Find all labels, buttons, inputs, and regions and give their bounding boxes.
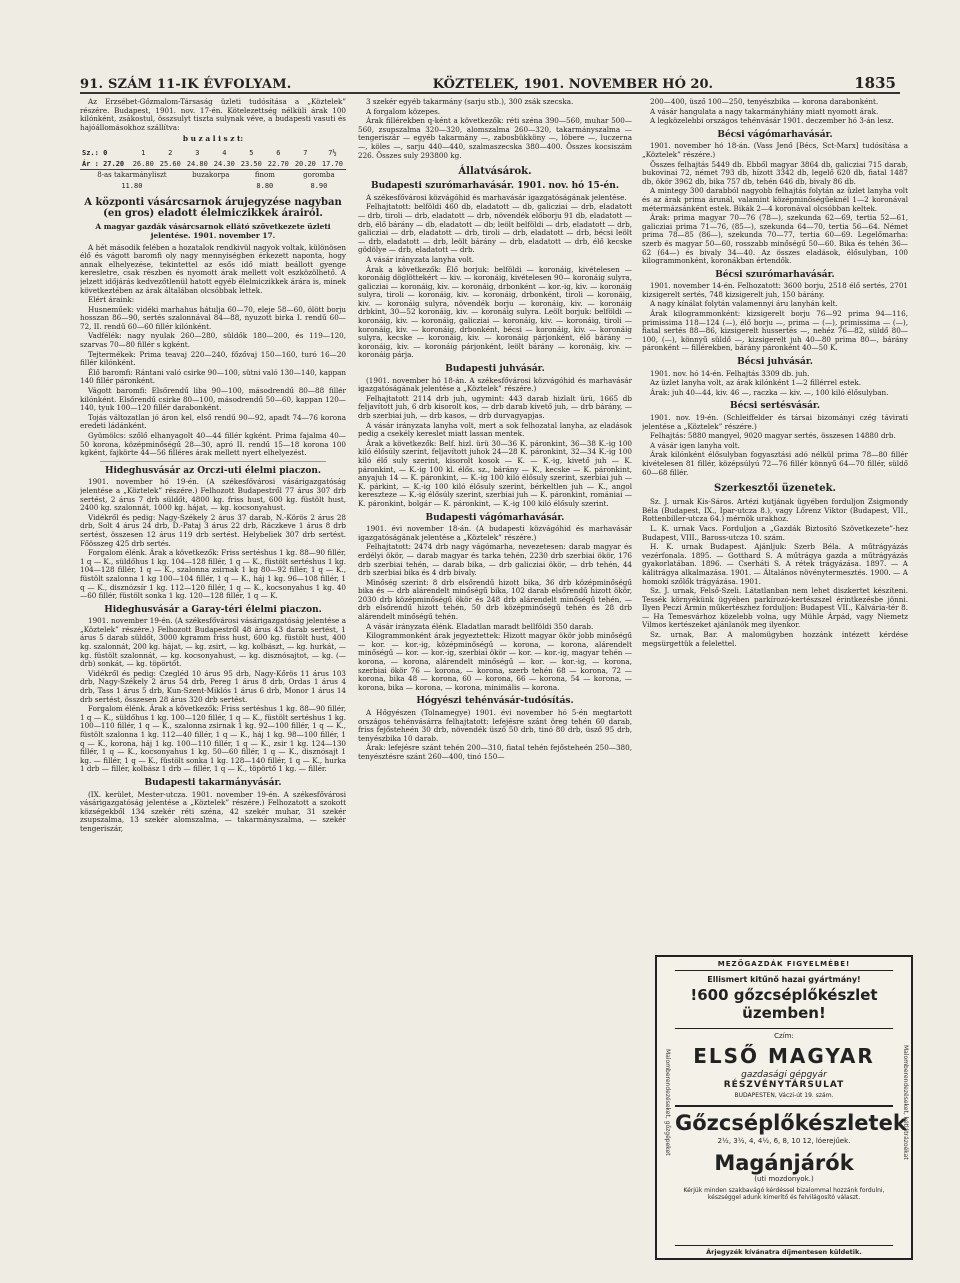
ad-line: Kérjük minden szakbavágó kérdéssel bizalommal hozzánk fordulni, készséggel adunk kimerítő és felvilágosító választ. (683, 1187, 885, 1201)
table-cell: 7 (303, 148, 308, 157)
section-heading: Bécsi sertésvásár. (730, 401, 820, 412)
ad-line: 2½, 3½, 4, 4½, 6, 8, 10 12, lóerejűek. (717, 1137, 851, 1145)
section-heading: Budapesti takarmányvásár. (144, 777, 282, 788)
paragraph: A vásár irányzata lanyha volt, mert a sok felhozatal lanyha, az eladások pedig a csekély kereslet miatt lassan mentek. (358, 420, 632, 439)
paragraph: 1901. nov. 19-én. (Schleiffelder és társai bizományi czég távirati jelentése a „Köztelek” részére.) (642, 413, 908, 431)
table-cell: Sz.: 0 (82, 148, 108, 157)
market-hall-subheading: A magyar gazdák vásárcsarnok ellátó szövetkezete üzleti jelentése. 1901. november 17. (95, 222, 331, 240)
table-cell: 1 (141, 148, 146, 157)
paragraph: A vásár irányzata élénk. Eladatlan maradt bellföldi 350 darab. (366, 621, 594, 631)
paragraph: Árak fillérekben q-ként a következők: réti széna 390—560, muhar 500—560, zsupszalma 320—320, alomszalma 260—320, takarmányszalma — tengeriszár — egyéb takarmány —, zabosbükköny —, lóbere —, luczerna —, köles —, sarju 440—440, szalmaszecska 380—400. Összes kocsiszám 226. Összes suly 293800 kg. (358, 116, 632, 160)
paragraph: Tojás változatlan jó áron kel, első rendű 90—92, apadt 74—76 korona eredeti ládánként. (80, 412, 346, 431)
paragraph: A mintegy 300 darabból nagyobb felhajtás folytán az üzlet lanyha volt és az árak prima árunál, valamint középminőségűeknél 1—2 koronával métermázsánként estek. Bikák 2—4 koronával olcsóbban keltek. (642, 186, 908, 213)
ad-bottom-line: Árjegyzék kívánatra díjmentesen küldetik. (675, 1245, 893, 1256)
paragraph: Tejtermékek: Prima teavaj 220—240, főzővaj 150—160, turó 16—20 fillér kilónként. (80, 349, 346, 368)
paragraph: (IX. kerület, Mester-utcza. 1901. november 19-én. A székesfővárosi vásárigazgatóság jelentése a „Köztelek” részére.) Felhozatott a szokott községekből 134 szekér réti széna, 42 szekér muhar, 31 szekér zsupszalma, 13 szekér alomszalma, — takarmányszalma, — szekér tengeriszár, (80, 789, 346, 833)
section-heading: Budapesti vágómarhavásár. (425, 512, 565, 523)
table-cell: 4 (222, 148, 227, 157)
paragraph: (1901. november hó 18-án. A székesfővárosi közvágóhid és marhavásár igazgatóságának jelentése a „Köztelek” részére.) (358, 375, 632, 394)
table-cell: 5 (249, 148, 254, 157)
table-cell: goromba (292, 170, 346, 181)
table-cell: 8.80 (256, 181, 274, 190)
table-cell: 26.80 (132, 159, 154, 168)
table-cell: 24.30 (213, 159, 235, 168)
section-heading: Budapesti juhvásár. (445, 364, 545, 375)
flour-table-title: b u z a l i s z t: (182, 134, 244, 144)
table-cell: 3 (195, 148, 200, 157)
page-number: 1835 (854, 74, 896, 92)
paragraph: A vásár hangulata a nagy takarmányhiány miatt nyomott árak. (650, 106, 879, 116)
table-cell: Ár : 27.20 (82, 159, 125, 168)
paragraph: 3 szekér egyéb takarmány (sarju stb.), 300 zsák szecska. (366, 98, 574, 106)
market-hall-heading: A központi vásárcsarnok árujegyzése nagyban (en gros) eladott élelmiczikkek árairól. (84, 197, 342, 220)
flour-table-head (80, 148, 346, 159)
paragraph: A forgalom közepes. (366, 106, 441, 116)
paragraph: 1901. évi november 18-án. (A budapesti közvágóhid és marhavásár igazgatóságának jelentése a „Köztelek” részére.) (358, 524, 632, 542)
table-cell: 17.70 (321, 159, 343, 168)
paragraph: Sz. J. urnak Kis-Sáros. Artézi kutjának ügyében forduljon Zsigmondy Béla (Budapest, IX., Ipar-utcza 8.), vagy Lőrenz Viktor (Budapest, VII., Rottenbiller-utcza 64.) mérnök urakhoz. (642, 497, 908, 524)
ad-side-text-right: Malomberendezéseket, kétlátrázoékat (902, 1044, 909, 1160)
table-cell: 23.50 (240, 159, 262, 168)
paragraph: Kilogrammonként árak jegyeztettek: Hizott magyar ökör jobb minőségű — kor. — kor.-ig, középminőségű — korona, — korona, alárendelt minőségű — kor. — kor.-ig, szerbiai ökör — kor. — kor.-ig, magyar tehén — korona, — korona, alárendelt minőségű — kor. — kor.-ig, — korona, szerbiai ökör 76 — korona, — korona, szerb tehén 68 — korona, 72 — korona, bika 48 — korona, 60 — korona, 66 — korona, 54 — korona, — korona, bika — korona, — korona, minimális — korona. (358, 631, 632, 692)
paragraph: Árak kilogrammonként: kizsigerelt borju 76—92 prima 94—116, primissima 118—124 (—), élő borju —, prima — (—), primissima — (—), fiatal sertés 88—86, kizsigerelt hussertés —, nehéz 76—82, süldő 80—100, (—), könnyű süldő —, kizsigerelt juh 40—80 prima 80—, bárány páronként — fillérekben, bárány páronként 40—50 K. (642, 309, 908, 353)
paragraph: 1901. november 19-én. (A székesfővárosi vásárigazgatóság jelentése a „Köztelek” részére.) Felhozott Budapestről 48 árus 43 darab sertést, 1 árus 5 darab süldőt, 3000 kgramm friss hust, 600 kg. füstölt hust, 400 kg. szalonnát, 200 kg. hájat, — kg. zsirt, — kg. kolbászt, — kg. hurkát, — kg. füstölt szalonnát, — kg. kocsonyahust, — kg. disznósajtot, — kg. (— drb) sonkát, — kg. töpörtőt. (80, 616, 346, 669)
flour-table-row (80, 159, 346, 170)
paragraph: Árak a következők: Élő borjuk: belföldi — koronáig, kivételesen — koronáig döglöttekért — kiv. — koronáig, kivételesen 90— koronáig sulyra, galicziai — koronáig, kiv. — koronáig, drbonként — kor.-ig, kiv. — koronáig sulyra, tiroli — koronáig, kiv. — koronáig, drbonként, tiroli — koronáig, kiv. — koronáig sulyra, növendék borju — koronáig, kiv. — koronáig drbkint, 30—52 koronáig, kiv. — koronáig sulyra. Leölt borjuk: belföldi — koronáig, kiv. — koronáig, galicziai — koronáig, kiv. — koronáig, tiroli — koronáig, kiv. — koronáig, drbonként, bécsi — koronáig, kiv. — koronáig sulyra, kecske — koronáig, kiv. — koronáig párjonként, élő bárány — koronáig, kiv. — koronáig párjonként, leölt bárány — koronáig, kiv. — koronáig párja. (358, 264, 632, 360)
ad-product: Magánjárók (714, 1151, 854, 1175)
paragraph: Gyümölcs: szőlő elhanyagolt 40—44 fillér kgként. Prima fajalma 40—50 korona, középminőségű 28—30, apró II. rendű 15—18 korona 100 kgként, fajkörte 44—56 filléres árak mellett nyert elhelyezést. (80, 431, 346, 458)
ad-address: BUDAPESTEN, Váczi-út 19. szám. (734, 1092, 834, 1099)
table-cell: buzakorpa (184, 170, 238, 181)
paragraph: Vidékről és pedig: Nagy-Székely 2 árus 37 darab, N.-Körös 2 árus 28 drb, Solt 4 árus 24 drb, D.-Pataj 3 árus 22 drb, Ráczkeve 1 árus 8 drb sertést, összesen 12 árus 119 drb sertést. Helybeliek 307 drb sertést. Főösszeg 425 drb sertés. (80, 512, 346, 548)
table-cell: 24.80 (186, 159, 208, 168)
paragraph: Élő baromfi: Rántani való csirke 90—100, sütni való 130—140, kappan 140 fillér páronként. (80, 367, 346, 386)
table-cell: 11.80 (121, 181, 143, 190)
paragraph: Felhajtás: 5880 mangyel, 9020 magyar sertés, összesen 14880 drb. (650, 431, 896, 441)
section-heading: Bécsi vágómarhavásár. (717, 129, 833, 140)
ad-product: Gőzcséplőkészletek (675, 1105, 893, 1135)
paragraph: Sz. urnak, Bar. A malomügyben hozzánk intézett kérdése megsürgettük a felelettel. (642, 630, 908, 648)
section-heading: Budapesti szurómarhavásár. 1901. nov. hó 15-én. (371, 181, 619, 192)
paragraph: Minőség szerint: 8 drb elsőrendű hizott bika, 36 drb középminőségű bika és — drb alárendelt minőségű bika, 102 darab elsőrendű hizott ökör, 2030 drb középminőségű ökör és 248 drb alárendelt minőségű tehén, — drb elsőrendű hizott tehén, 50 drb középminőségű tehén és 28 drb alárendelt minőségű tehén. (358, 577, 632, 622)
page-header (80, 58, 900, 94)
paragraph: Felhajtatott 2114 drb juh, ugymint: 443 darab hizlalt ürü, 1665 db feljavított juh, 6 drb kisorolt kos, — drb darab kivető juh, — drb bárány, — drb szerbiai juh, — drb kasos, — drb durvagyapjas. (358, 393, 632, 420)
paragraph: Árak kilónként élősulyban fogyasztási adó nélkül prima 78—80 fillér kivételesen 81 fillér, középsúlyú 72—76 fillér könnyű 64—70 fillér, süldő 60—68 fillér. (642, 450, 908, 477)
table-cell: 6 (276, 148, 281, 157)
paragraph: A hét második felében a hozatalok rendkivül nagyok voltak, különösen élő és vágott baromfi oly nagy mennyiségben érkezett naponta, hogy annak elhelyezése, tekintettel az esős idő miatt beállott gyenge keresletre, csak részben és nyomott árak mellett volt eszközölhető. A jelzett időjárás kedvezőtlenül hatott egyéb élelmiczikkek árára is, minek következtében az árak általában olcsóbbak lettek. (80, 242, 346, 295)
paragraph: A Hőgyészen (Tolnamegye) 1901. évi november hó 5-én megtartott országos tehénvásárra felhajtatott: lefejésre szánt öreg tehén 60 darab, friss fejősteheén 30 drb, növendék üsző 50 drb, tinó 80 drb, üsző 95 drb, tenyészbika 10 darab. (358, 708, 632, 743)
paragraph: H. K. urnak Budapest. Ajánljuk: Szerb Béla. A műtrágyázás vezérfonala. 1895. — Gotthard S. A műtrágya gazda a műtrágyázás gyakorlatában. 1896. — Cserháti S. A rétek trágyázása. 1897. — A kálitrágya alkalmazása. 1901. — Általános növénytermesztés. 1900. — A homoki szőlők trágyázása. 1901. (642, 542, 908, 586)
paragraph: 1901. november hó 18-án. (Vass Jenő [Bécs, Sct-Marx] tudósítása a „Köztelek” részére.) (642, 141, 908, 159)
livestock-heading: Állatvásárok. (458, 166, 532, 178)
mill-report-intro: Az Erzsébet-Gőzmalom-Társaság üzleti tudósítása a „Köztelek” részére. Budapest, 1901. nov. 17-én. Kötelezettség nélküli árak 100 kilónként, zsákostul, összsulyt tiszta sulynak véve, a budapesti vasuti és hajóállomásokhoz szállítva: (80, 98, 346, 132)
paragraph: A nagy kínálat folytán valamennyi áru lanyhán kelt. (650, 299, 838, 309)
issue-number: 91. SZÁM 11-IK ÉVFOLYAM. (80, 77, 292, 92)
table-cell: 20.20 (294, 159, 316, 168)
paragraph: Árak: lefejésre szánt tehén 200—310, fiatal tehén fejősteheén 250—380, tenyésztésre szánt 260—400, tinó 150— (358, 743, 632, 761)
paragraph: Vágott baromfi: Elsőrendű liba 90—100, másodrendű 80—88 fillér kilónként. Elsőrendű csirke 80—100, másodrendű 50—60, kappan 120—140, tyuk 100—120 fillér darabonként. (80, 386, 346, 413)
paragraph: Felhajtatott: 2474 drb nagy vágómarha, nevezetesen: darab magyar és erdélyi ökör, — darab magyar és tarka tehén, 2230 drb szerbiai ökör, 176 drb szerbiai tehén, — darab bika, — drb galicziai ökör, — drb tehén, 44 drb szerbiai bika és 4 drb bivaly. (358, 542, 632, 578)
paragraph: Az üzlet lanyha volt, az árak kilónként 1—2 fillérrel estek. (650, 378, 862, 388)
ad-line: (uti mozdonyok.) (754, 1175, 814, 1183)
section-heading: Hideghusvásár a Garay-téri élelmi piaczon. (104, 604, 322, 615)
table-cell: 8-as takarmányliszt (80, 170, 184, 181)
paragraph: Árak: prima magyar 70—76 (78—), szekunda 62—69, tertia 52—61, galicziai prima 71—76, (85—), szekunda 64—70, tertia 56—64. Német prima 78—85 (86—), szekunda 70—77, tertia 60—69. Legelőmarha: szerb és magyar 50—60, rosszabb minőségű 50—60. Bika és tehén 36—62 (64—) és bivaly 34—40. Az összes eladások, élősulyban, 100 kilogrammonként, koronákban értendők. (642, 213, 908, 266)
feed-table-row (80, 181, 346, 192)
table-cell: finom (238, 170, 292, 181)
paragraph: 200—400, üsző 100—250, tenyészbika — korona darabonként. (650, 98, 879, 106)
paragraph: Felhajtatott: belföldi 460 db, eladatott — db, galicziai — drb, eladatott — drb, tiroli — drb, eladatott — drb, növendék előborju 91 db, eladatott — drb, élő bárány — db, eladatott — db; leölt belföldi — drb, eladatott — drb, galicziai — drb, eladatott — drb, tiroli — drb, eladatott — drb, bécsi leölt — drb, eladatott — drb, leölt bárány — drb, eladatott — drb, élő kecske gödölye — drb, eladatott — drb. (358, 202, 632, 255)
paragraph: Sz. J. urnak, Felső-Szeli. Látatlanban nem lehet diszkertet készíteni. Tessék környékünk ügyében parkírozó-kertészszel érintkezésbe jönni. Ilyen Peczi Ármin műkertészhez forduljon: Budapest VII., Kálvária-tér 8. — Ha Temesvárhoz közelebb volna, ugy Mühle Árpád, vagy Niemetz Vilmos kertészeket ajánlanók meg ilyenkor. (642, 586, 908, 630)
paragraph: Forgalom élénk. Árak a következők: Friss sertéshus 1 kg. 88—90 fillér, 1 q — K., süldőhus 1 kg. 100—120 fillér, 1 q — K., füstölt sertéshus 1 kg. 100—110 fillér, 1 q — K., szalonna zsirnak 1 kg. 92—100 fillér, 1 q — K., füstölt szalonna 1 kg. 112—40 fillér, 1 q — K., háj 1 kg. 98—100 fillér, 1 q — K., korona, háj 1 kg. 100—110 fillér, 1 q — K., zsir 1 kg. 124—130 fillér, 1 q — K., kocsonyahus 1 kg. 50—60 fillér, 1 q — K., disznósajt 1 kg. — fillér, 1 q — K., füstölt sonka 1 kg. 128—140 fillér, 1 q — K., hurka 1 drb — fillér, kolbász 1 drb — fillér, 1 q — K., töpörtő 1 kg. — fillér. (80, 704, 346, 774)
paragraph: A vásár igen lanyha volt. (650, 440, 740, 450)
paragraph: Vadfélék: nagy nyulak 260—280, süldők 180—200, és 119—120, szarvas 70—80 fillér s kgként. (80, 331, 346, 350)
ad-line: gazdasági gépgyár (741, 1070, 827, 1080)
publication-date: KÖZTELEK, 1901. NOVEMBER HÓ 20. (432, 77, 714, 92)
ad-line: RÉSZVÉNYTÁRSULAT (723, 1080, 845, 1090)
paragraph: Husneműek: vidéki marhahus hátulja 60—70, eleje 58—60, ölött borju hosszan 86—90, sertés szalonnával 84—88, nyuzott birka I. rendű 60—72, II. rendű 60—60 fillér kilónként. (80, 304, 346, 331)
flour-price-table (80, 148, 346, 191)
machine-factory-advertisement (655, 955, 913, 1260)
section-heading: Hógyészi tehénvásár-tudósítás. (416, 696, 574, 707)
column-3 (642, 98, 908, 948)
section-heading: Bécsi szurómarhavásár. (715, 269, 835, 280)
table-cell: 8.90 (310, 181, 328, 190)
paragraph: 1901. nov. hó 14-én. Felhajtás 3309 db. juh. (650, 368, 810, 378)
paragraph: 1901. november hó 19-én. (A székesfővárosi vásárigazgatóság jelentése a „Köztelek” részére.) Felhozott Budapestről 77 árus 307 drb sertést, 2 árus 7 drb süldőt, 4800 kg. friss hust, 600 kg. füstölt hust, 2400 kg. szalonnát, 1000 kg. hájat, — kg. kocsonyahust. (80, 477, 346, 513)
paragraph: Árak: juh 40—44, kiv. 46 —, raczka — kiv. —, 100 kiló élősulyban. (650, 387, 889, 397)
paragraph: Árak a következők: Belf. hizl. ürü 30—36 K. páronkint, 36—38 K.-ig 100 kiló élősúly szerint, feljavított juhok 24—28 K. páronkint, 32—34 K.-ig 100 kiló élő suly szerint, kisorolt kosok — K. — K.-ig, kivető juh — K. páronkint, — K.-ig 100 kl. élős. sz., bárány — K., kecske — K. páronkint, anyajuh 14 — K. páronkint, — K.-ig 100 kiló élősuly szerint, szerbiai juh — K. párkint, — K.-ig 100 kiló élősuly szerint, bérkeltlen juh — K., angol kereszteze — K.-ig élősúly szerint, szerbiai juh — K. páronkint, romániai — K. páronkint, bolgár — K. páronkint, — K.-ig 100 kiló élősuly szerint. (358, 438, 632, 508)
editorial-messages-heading: Szerkesztői üzenetek. (713, 483, 837, 495)
ad-top-line: MEZŐGAZDÁK FIGYELMÉBE! (675, 960, 893, 971)
ad-line: Czím: (675, 1028, 893, 1040)
table-cell: 7½ (328, 148, 337, 157)
paragraph: L. K. urnak Vacs. Forduljon a „Gazdák Biztosító Szövetkezete”-hez Budapest, VIII., Baross-utcza 10. szám. (642, 523, 908, 542)
table-cell (184, 181, 238, 192)
paragraph: 1901. november 14-én. Felhozatott: 3600 borju, 2518 élő sertés, 2701 kizsigerelt sertés, 748 kizsigerelt juh, 150 bárány. (642, 281, 908, 299)
paragraph: Elért áraink: (88, 295, 135, 305)
divider (100, 461, 326, 462)
table-cell: 22.70 (267, 159, 289, 168)
ad-line: !600 gőzcséplőkészlet üzemben! (690, 986, 878, 1022)
ad-line: Ellismert kitűnő hazai gyártmány! (707, 975, 861, 984)
column-2 (358, 98, 632, 1258)
table-cell: 25.60 (159, 159, 181, 168)
ad-side-text-left: Malomberendezéseket, gőzgépeket (664, 1048, 671, 1156)
ad-company-name: ELSŐ MAGYAR (693, 1044, 875, 1068)
paragraph: A vásár irányzata lanyha volt. (366, 254, 475, 264)
table-cell: 2 (168, 148, 173, 157)
paragraph: Forgalom élénk. Árak a következők: Friss sertéshus 1 kg. 88—90 fillér, 1 q — K., süldőhus 1 kg. 104—128 fillér, 1 q — K., füstölt sertéshus 1 kg. 104—128 fillér, 1 q — K., szalonna zsirnak 1 kg 80—92 fillér, 1 q — K., füstölt szalonna 1 kg 100—104 fillér, 1 q — K., háj 1 kg. 96—108 fillér, 1 q — K., disznózsír 1 kg. 112—120 fillér, 1 q — K., kocsonyahus 1 kg. 40—60 fillér, füstölt sonka 1 kg. 120—128 fillér, 1 q — K. (80, 548, 346, 601)
paragraph: A székesfővárosi közvágóhid és marhavásár igazgatóságának jelentése. (366, 192, 627, 202)
paragraph: Összes felhajtás 5449 db. Ebből magyar 3864 db, galicziai 715 darab, bukovinai 72, német 793 db, hízott 3342 db, legelő 620 db, fiatal 1487 db, ökör 3962 db, bika 757 db, tehén 646 db, bivaly 86 db. (642, 159, 908, 186)
paragraph: A legközelebbi országos tehénvásár 1901. deczember hó 3-án lesz. (650, 116, 894, 126)
column-1 (80, 98, 346, 1258)
feed-table-head (80, 170, 346, 181)
section-heading: Hideghusvásár az Orczi-uti élelmi piaczon. (104, 465, 322, 476)
paragraph: Vidékről és pedig: Czegléd 10 árus 95 drb, Nagy-Kőrös 11 árus 103 drb, Nagy-Székely 2 árus 54 drb, Pereg 1 árus 8 drb, Ordas 1 árus 4 drb, Tass 1 árus 5 drb, Kun-Szent-Miklós 1 árus 6 drb, Monor 1 árus 14 drb sertést, összesen 28 árus 320 drb sertést. (80, 668, 346, 704)
section-heading: Bécsi juhvásár. (737, 357, 813, 368)
